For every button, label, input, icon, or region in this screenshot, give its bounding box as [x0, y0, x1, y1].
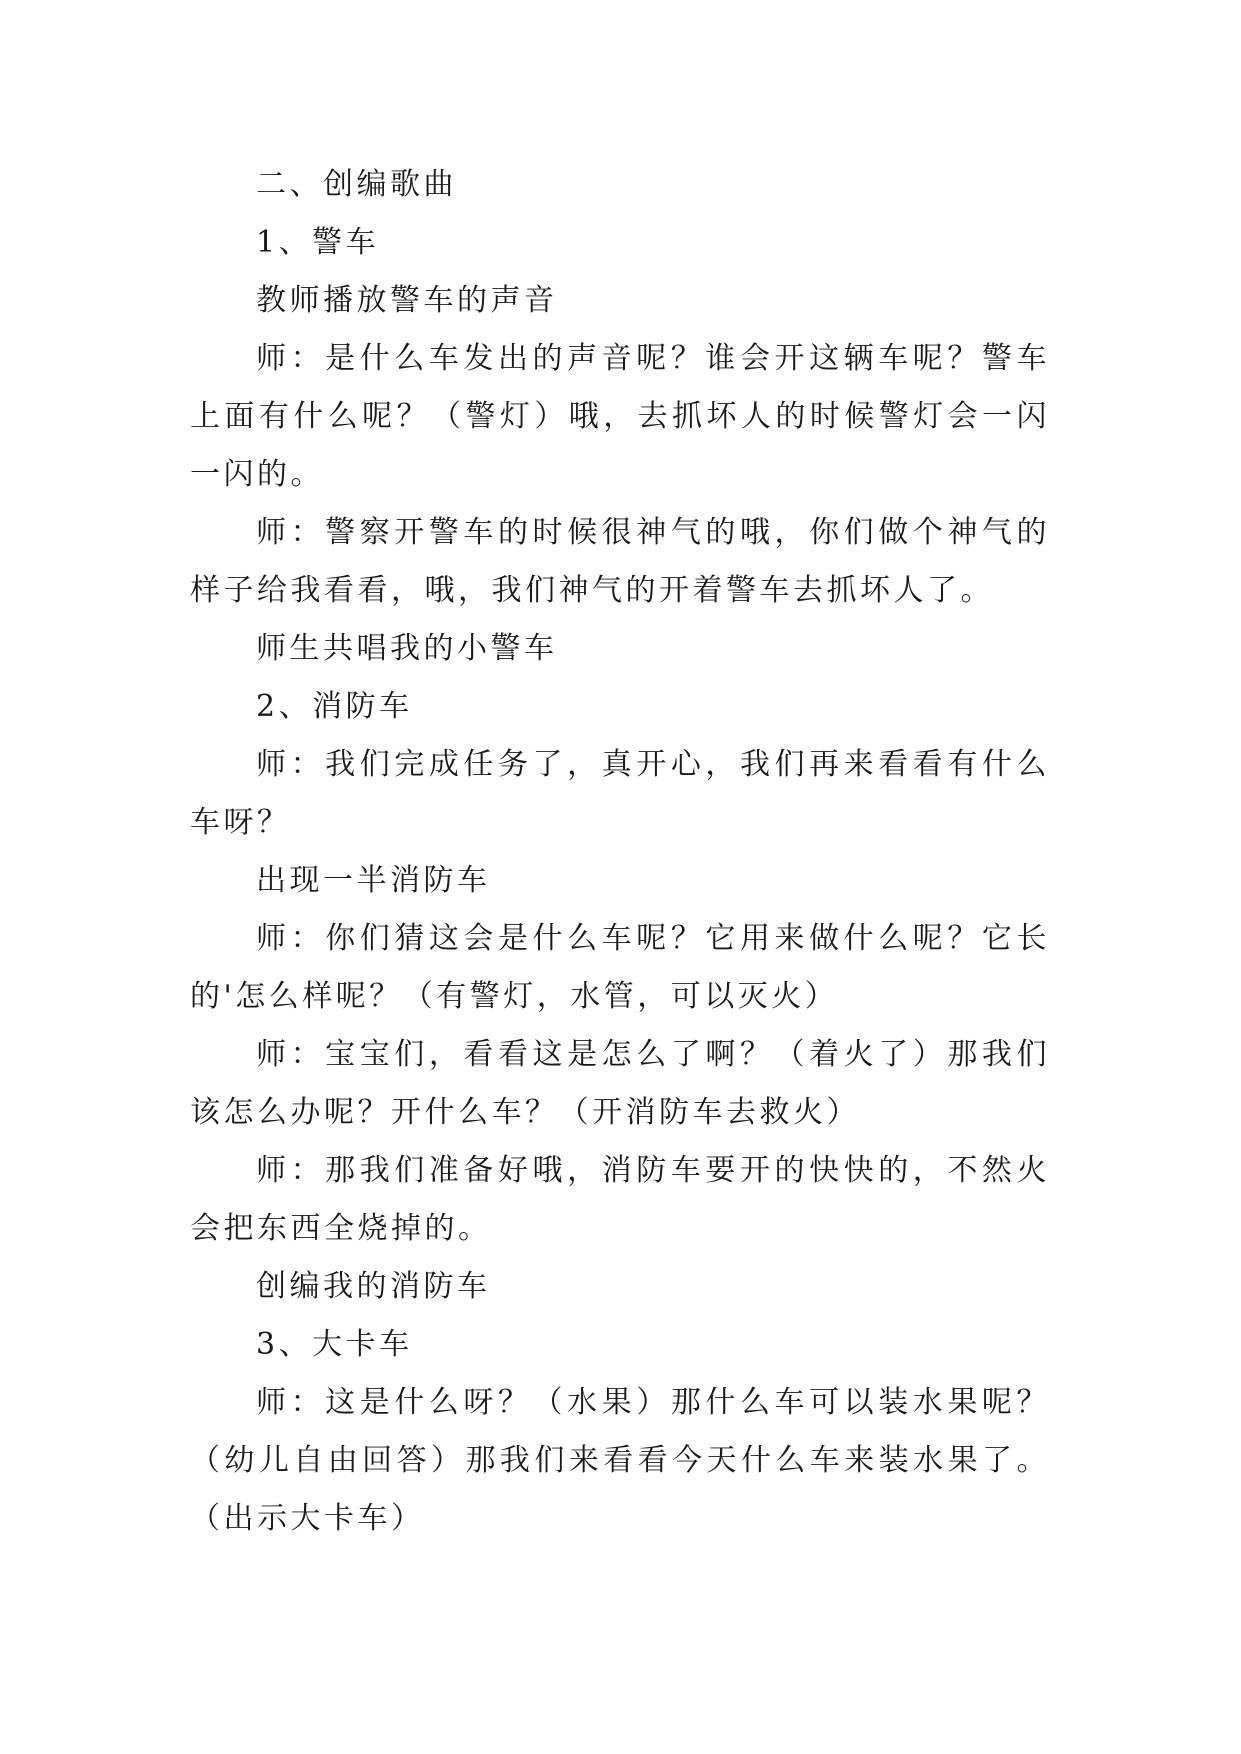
paragraph: 师：你们猜这会是什么车呢？它用来做什么呢？它长的'怎么样呢？（有警灯，水管，可以灭火） — [190, 921, 1050, 1014]
paragraph: 师生共唱我的小警车 — [256, 631, 558, 666]
section-heading: 二、创编歌曲 — [256, 167, 457, 202]
paragraph: 师：警察开警车的时候很神气的哦，你们做个神气的样子给我看看，哦，我们神气的开着警车去抓坏人了。 — [190, 515, 1050, 608]
paragraph: 师：宝宝们，看看这是怎么了啊？（着火了）那我们该怎么办呢？开什么车？（开消防车去救火） — [190, 1037, 1050, 1130]
paragraph: 师：是什么车发出的声音呢？谁会开这辆车呢？警车上面有什么呢？（警灯）哦，去抓坏人的时候警灯会一闪一闪的。 — [190, 341, 1050, 492]
subsection-heading-fire-truck: 2、消防车 — [256, 689, 413, 724]
paragraph: 出现一半消防车 — [256, 863, 491, 898]
subsection-heading-police-car: 1、警车 — [256, 225, 380, 260]
paragraph: 教师播放警车的声音 — [256, 283, 558, 318]
document-page — [190, 156, 1050, 1548]
paragraph: 师：我们完成任务了，真开心，我们再来看看有什么车呀？ — [190, 747, 1050, 840]
paragraph: 师：这是什么呀？（水果）那什么车可以装水果呢？（幼儿自由回答）那我们来看看今天什么车来装水果了。（出示大卡车） — [190, 1385, 1050, 1536]
paragraph: 创编我的消防车 — [256, 1269, 491, 1304]
subsection-heading-big-truck: 3、大卡车 — [256, 1327, 413, 1362]
paragraph: 师：那我们准备好哦，消防车要开的快快的，不然火会把东西全烧掉的。 — [190, 1153, 1050, 1246]
